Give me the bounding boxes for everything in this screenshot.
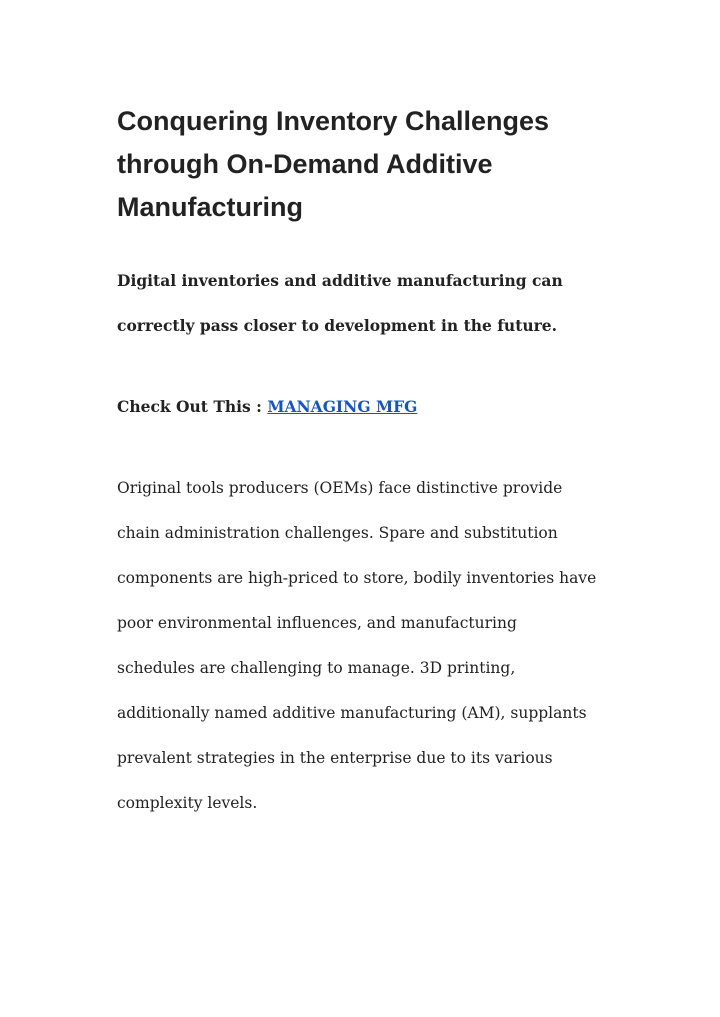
check-out-label: Check Out This : (117, 397, 268, 416)
title-line: Conquering Inventory Challenges (117, 106, 550, 136)
body-line: poor environmental influences, and manufacturing (117, 614, 517, 632)
body-line: additionally named additive manufacturing (AM), supplants (117, 704, 587, 722)
body-line: Original tools producers (OEMs) face distinctive provide (117, 479, 563, 497)
body-paragraph (117, 466, 617, 826)
title-line: Manufacturing (117, 192, 303, 222)
subtitle-line: Digital inventories and additive manufacturing can (117, 271, 563, 290)
page-title (117, 100, 617, 229)
body-line: complexity levels. (117, 794, 258, 812)
body-line: components are high-priced to store, bodily inventories have (117, 569, 597, 587)
subtitle (117, 258, 637, 348)
subtitle-line: correctly pass closer to development in the future. (117, 316, 558, 335)
check-out-line (117, 384, 637, 429)
managing-mfg-link[interactable]: MANAGING MFG (267, 397, 418, 416)
body-line: prevalent strategies in the enterprise due to its various (117, 749, 553, 767)
title-line: through On-Demand Additive (117, 149, 493, 179)
body-line: chain administration challenges. Spare and substitution (117, 524, 558, 542)
body-line: schedules are challenging to manage. 3D printing, (117, 659, 516, 677)
